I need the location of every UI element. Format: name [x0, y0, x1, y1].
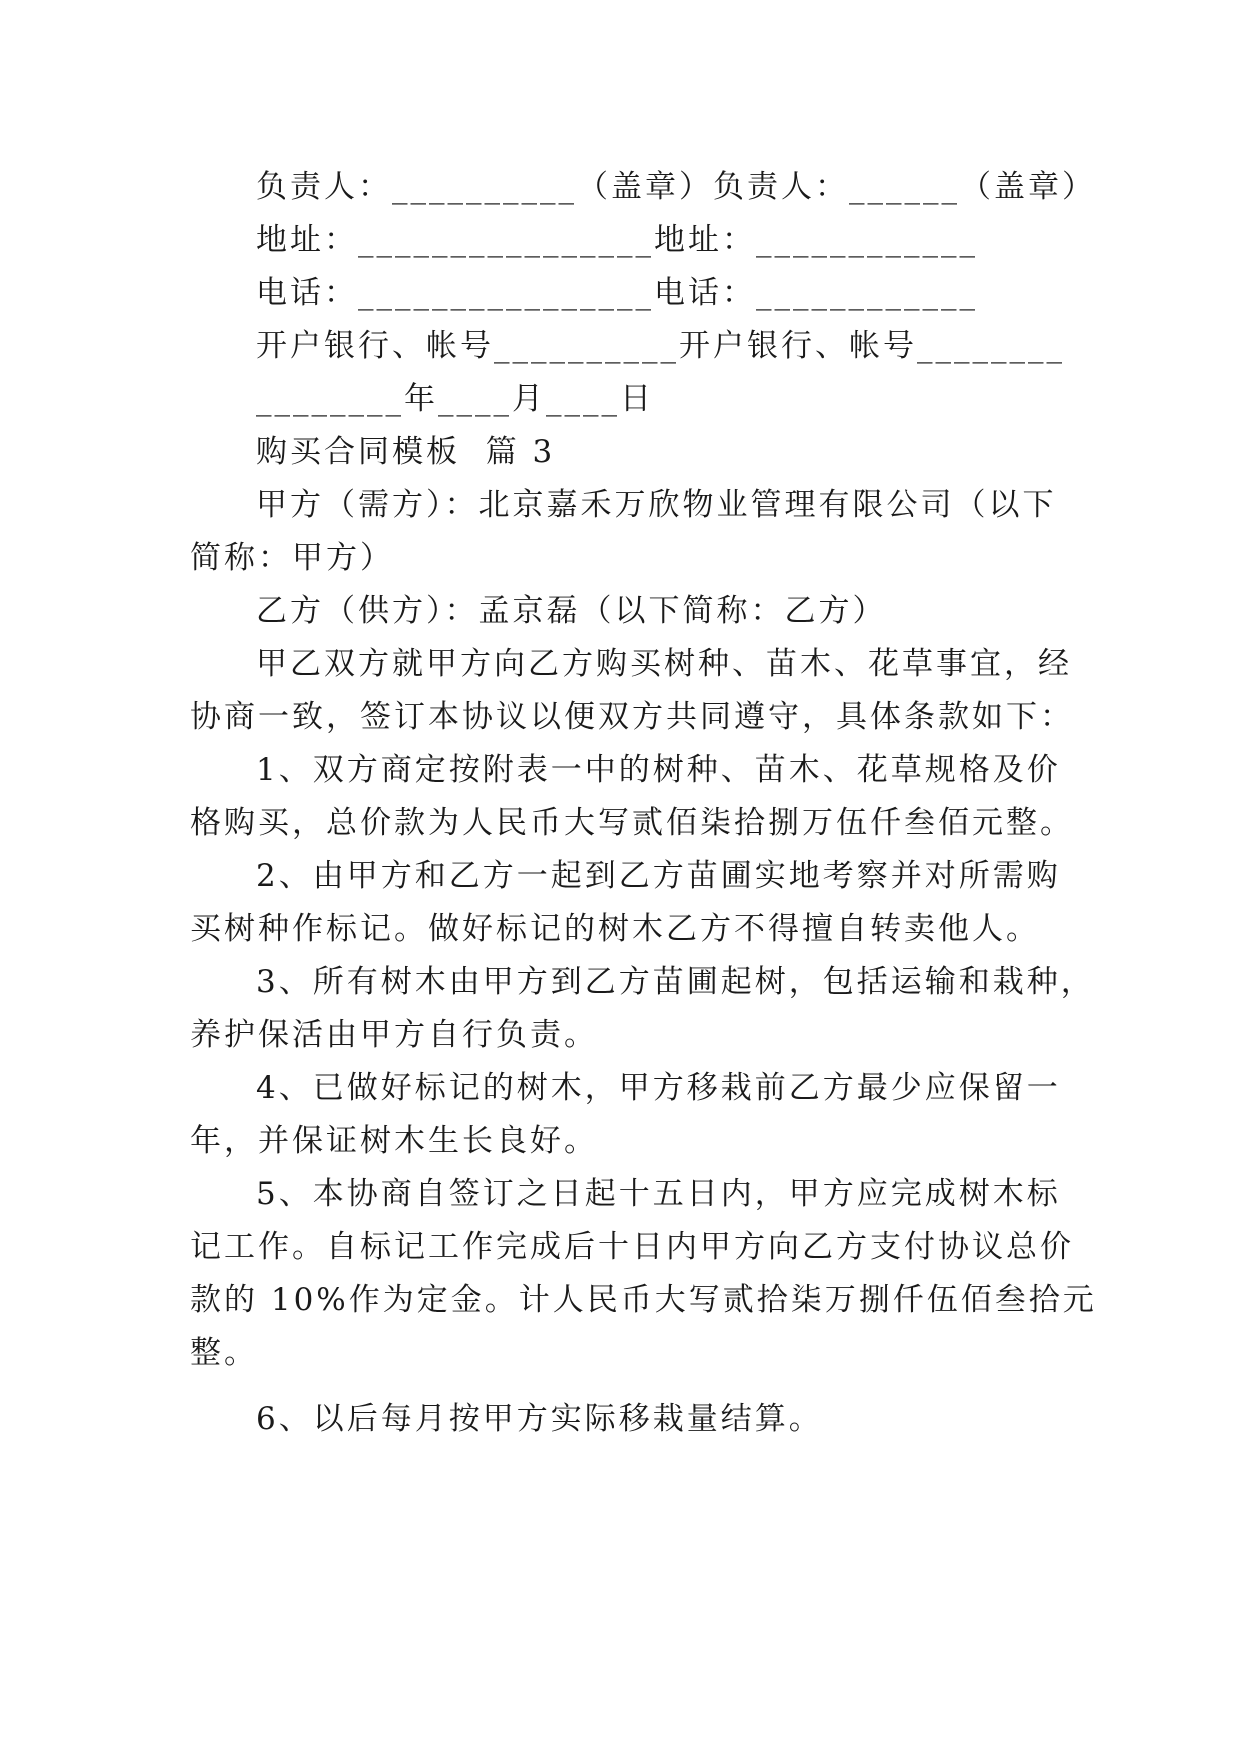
- clause-3-line-1: 3、所有树木由甲方到乙方苗圃起树，包括运输和栽种，: [256, 964, 1095, 1000]
- clause-2-line-2: 买树种作标记。做好标记的树木乙方不得擅自转卖他人。: [190, 911, 1040, 947]
- clause-1-line-1: 1、双方商定按附表一中的树种、苗木、花草规格及价: [256, 752, 1061, 788]
- signature-bank-line: 开户银行、帐号__________开户银行、帐号________: [256, 328, 1065, 364]
- party-b-line: 乙方（供方）：孟京磊（以下简称：乙方）: [256, 593, 887, 629]
- clause-5-line-2: 记工作。自标记工作完成后十日内甲方向乙方支付协议总价: [190, 1229, 1074, 1265]
- clause-6-line-1: 6、以后每月按甲方实际移栽量结算。: [256, 1401, 823, 1437]
- clause-5-line-3: 款的 10%作为定金。计人民币大写贰拾柒万捌仟伍佰叁拾元: [190, 1282, 1097, 1318]
- party-a-line-1: 甲方（需方）：北京嘉禾万欣物业管理有限公司（以下: [256, 487, 1057, 523]
- signature-phone-line: 电话：________________电话：____________: [256, 275, 978, 311]
- clause-5-line-4: 整。: [190, 1335, 258, 1371]
- signature-date-line: ________年____月____日: [256, 381, 654, 417]
- clause-4-line-1: 4、已做好标记的树木，甲方移栽前乙方最少应保留一: [256, 1070, 1061, 1106]
- clause-1-line-2: 格购买，总价款为人民币大写贰佰柒拾捌万伍仟叁佰元整。: [190, 805, 1074, 841]
- clause-5-line-1: 5、本协商自签订之日起十五日内，甲方应完成树木标: [256, 1176, 1061, 1212]
- party-a-line-2: 简称：甲方）: [190, 540, 394, 576]
- intro-line-1: 甲乙双方就甲方向乙方购买树种、苗木、花草事宜，经: [256, 646, 1072, 682]
- signature-address-line: 地址：________________地址：____________: [256, 222, 978, 258]
- clause-2-line-1: 2、由甲方和乙方一起到乙方苗圃实地考察并对所需购: [256, 858, 1061, 894]
- signature-person-line: 负责人：__________（盖章）负责人：______（盖章）: [256, 169, 1096, 205]
- clause-3-line-2: 养护保活由甲方自行负责。: [190, 1017, 598, 1053]
- section-title: 购买合同模板 篇 3: [256, 434, 556, 470]
- clause-4-line-2: 年，并保证树木生长良好。: [190, 1123, 598, 1159]
- intro-line-2: 协商一致，签订本协议以便双方共同遵守，具体条款如下：: [190, 699, 1074, 735]
